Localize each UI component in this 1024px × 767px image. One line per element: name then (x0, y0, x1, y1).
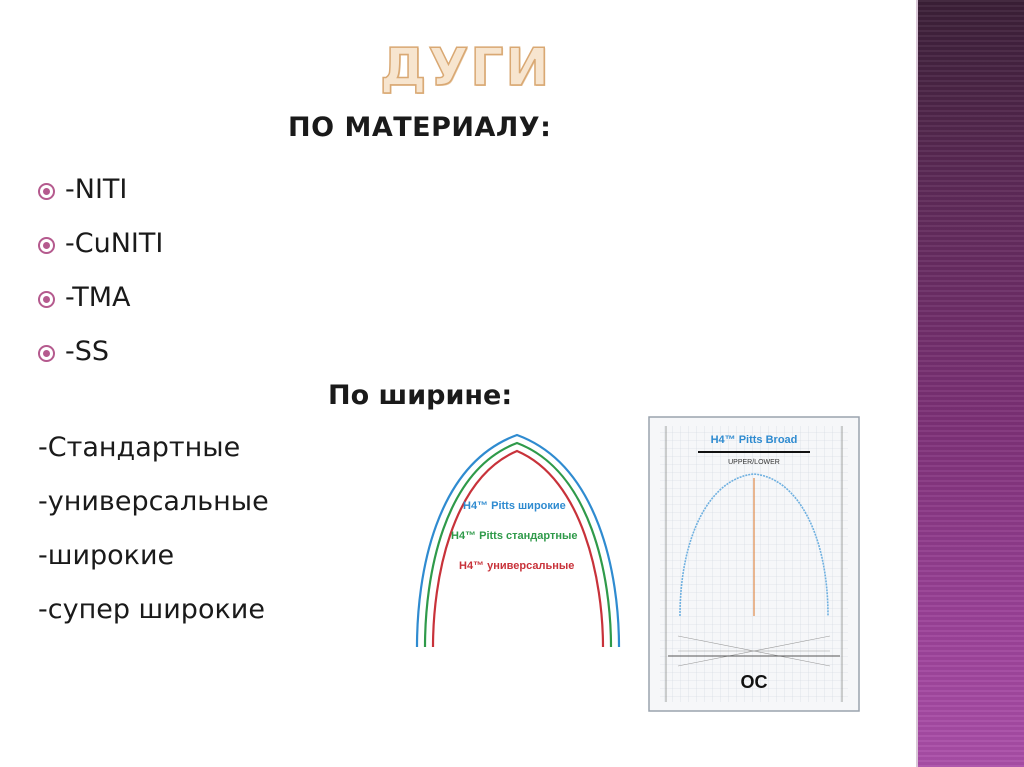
width-item: -Стандартные (38, 431, 241, 463)
width-item: -супер широкие (38, 593, 265, 625)
material-item: -NITI (65, 173, 128, 205)
list-item (38, 324, 163, 378)
archwire-illustration (405, 425, 635, 650)
radio-bullet-icon (38, 345, 55, 362)
template-subtitle: UPPER/LOWER (728, 459, 780, 466)
template-title: H4™ Pitts Broad (710, 434, 798, 446)
arch-label-standard: H4™ Pitts стандартные (451, 530, 578, 542)
width-item: -универсальные (38, 485, 269, 517)
list-item (38, 162, 163, 216)
list-item (38, 270, 163, 324)
oc-logo-icon: OC (740, 672, 768, 692)
material-item: -SS (65, 335, 110, 367)
material-list (38, 162, 163, 378)
decorative-side-band (916, 0, 1024, 767)
radio-bullet-icon (38, 183, 55, 200)
list-item (38, 216, 163, 270)
slide-title: ДУГИ (380, 38, 552, 98)
arch-label-universal: H4™ универсальные (459, 560, 575, 572)
radio-bullet-icon (38, 291, 55, 308)
arch-template-card (648, 416, 860, 712)
material-item: -TMA (65, 281, 131, 313)
width-list (38, 420, 269, 636)
arch-label-broad: H4™ Pitts широкие (463, 500, 566, 512)
material-heading: ПО МАТЕРИАЛУ: (288, 112, 552, 143)
width-heading: По ширине: (328, 380, 513, 411)
material-item: -CuNITI (65, 227, 164, 259)
radio-bullet-icon (38, 237, 55, 254)
width-item: -широкие (38, 539, 175, 571)
